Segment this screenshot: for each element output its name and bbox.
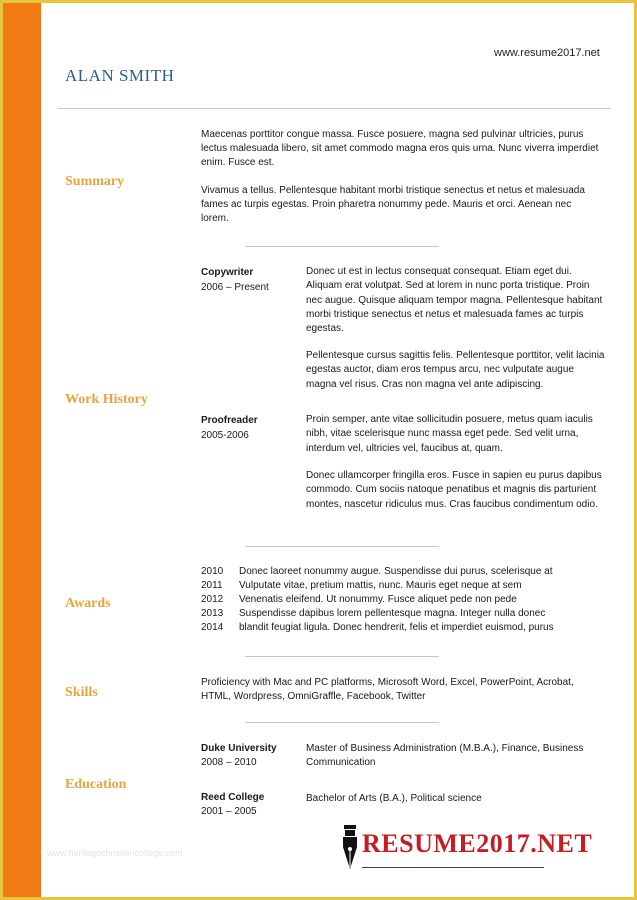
award-text: Donec laoreet nonummy augue. Suspendisse dui purus, scelerisque at <box>239 566 553 577</box>
awards-heading: Awards <box>65 596 111 611</box>
work-history-heading: Work History <box>65 392 148 407</box>
education-heading: Education <box>65 777 127 792</box>
job-description: Donec ut est in lectus consequat consequat. Etiam eget dui. Aliquam erat volutpat. Sed at lorem in nunc porta tristique. Proin nec augue. Quisque aliquam tempor magna. Pellentesque habitant morbi tristique senectus et netus et malesuada fames ac turpis egestas. <box>306 266 603 335</box>
job-description: Proin semper, ante vitae sollicitudin posuere, metus quam iaculis nibh, vitae scelerisque nunc massa eget pede. Sed velit urna, interdum vel, ultricies vel, faucibus at, quam. <box>306 414 593 454</box>
skills-text: Proficiency with Mac and PC platforms, Microsoft Word, Excel, PowerPoint, Acrobat, HTML, Wordpress, OmniGraffle, Facebook, Twitter <box>201 677 574 702</box>
summary-paragraph-1: Maecenas porttitor congue massa. Fusce posuere, magna sed pulvinar ultricies, purus lectus malesuada libero, sit amet commodo magna eros quis urna. Nunc viverra imperdiet enim. Fusce est. <box>201 129 599 168</box>
education-school: Duke University <box>201 743 277 754</box>
summary-paragraph-2: Vivamus a tellus. Pellentesque habitant morbi tristique senectus et netus et malesuada fames ac turpis egestas. Proin pharetra nonummy pede. Mauris et orci. Aenean nec lorem. <box>201 185 585 224</box>
website-url: www.resume2017.net <box>494 47 600 59</box>
job-title: Proofreader <box>201 415 258 426</box>
award-text: Venenatis eleifend. Ut nonummy. Fusce aliquet pede non pede <box>239 594 517 605</box>
header-divider <box>58 108 610 109</box>
section-divider <box>245 656 439 657</box>
award-text: Vulputate vitae, pretium mattis, nunc. Mauris eget neque at sem <box>239 580 522 591</box>
award-item <box>201 608 545 619</box>
award-item <box>201 566 553 577</box>
section-divider <box>245 546 439 547</box>
education-degree: Bachelor of Arts (B.A.), Political science <box>306 793 482 804</box>
logo-underline <box>362 867 544 868</box>
job-description: Pellentesque cursus sagittis felis. Pellentesque porttitor, velit lacinia egestas auctor, diam eros tempus arcu, nec vulputate augue magna vel risus. Cras non magna vel ante adipiscing. <box>306 350 605 390</box>
left-accent-bar <box>3 3 41 897</box>
job-title: Copywriter <box>201 267 254 278</box>
skills-heading: Skills <box>65 685 98 700</box>
education-degree: Master of Business Administration (M.B.A.), Finance, Business Communication <box>306 743 584 768</box>
summary-heading: Summary <box>65 174 125 189</box>
award-text: Suspendisse dapibus lorem pellentesque magna. Integer nulla donec <box>239 608 546 619</box>
award-item <box>201 594 517 605</box>
award-year: 2010 <box>201 566 224 577</box>
award-year: 2011 <box>201 580 223 591</box>
award-item <box>201 622 554 633</box>
candidate-name: ALAN SMITH <box>65 66 175 85</box>
logo-text: RESUME2017.NET <box>362 829 593 858</box>
award-year: 2014 <box>201 622 224 633</box>
education-dates: 2008 – 2010 <box>201 757 257 768</box>
award-year: 2012 <box>201 594 224 605</box>
fountain-pen-nib-icon <box>340 825 360 871</box>
education-school: Reed College <box>201 792 265 803</box>
award-item <box>201 580 522 591</box>
section-divider <box>245 722 439 723</box>
resume-site-logo <box>340 825 593 871</box>
section-divider <box>245 246 439 247</box>
job-dates: 2006 – Present <box>201 282 269 293</box>
watermark-text: www.heritagechristiancollege.com <box>47 848 183 858</box>
award-text: blandit feugiat ligula. Donec hendrerit, felis et imperdiet euismod, purus <box>239 622 554 633</box>
education-dates: 2001 – 2005 <box>201 806 257 817</box>
award-year: 2013 <box>201 608 224 619</box>
job-description: Donec ullamcorper fringilla eros. Fusce in sapien eu purus dapibus commodo. Cum sociis natoque penatibus et magnis dis parturient montes, nascetur ridiculus mus. Cras faucibus condimentum odio. <box>306 470 602 510</box>
job-dates: 2005-2006 <box>201 430 249 441</box>
